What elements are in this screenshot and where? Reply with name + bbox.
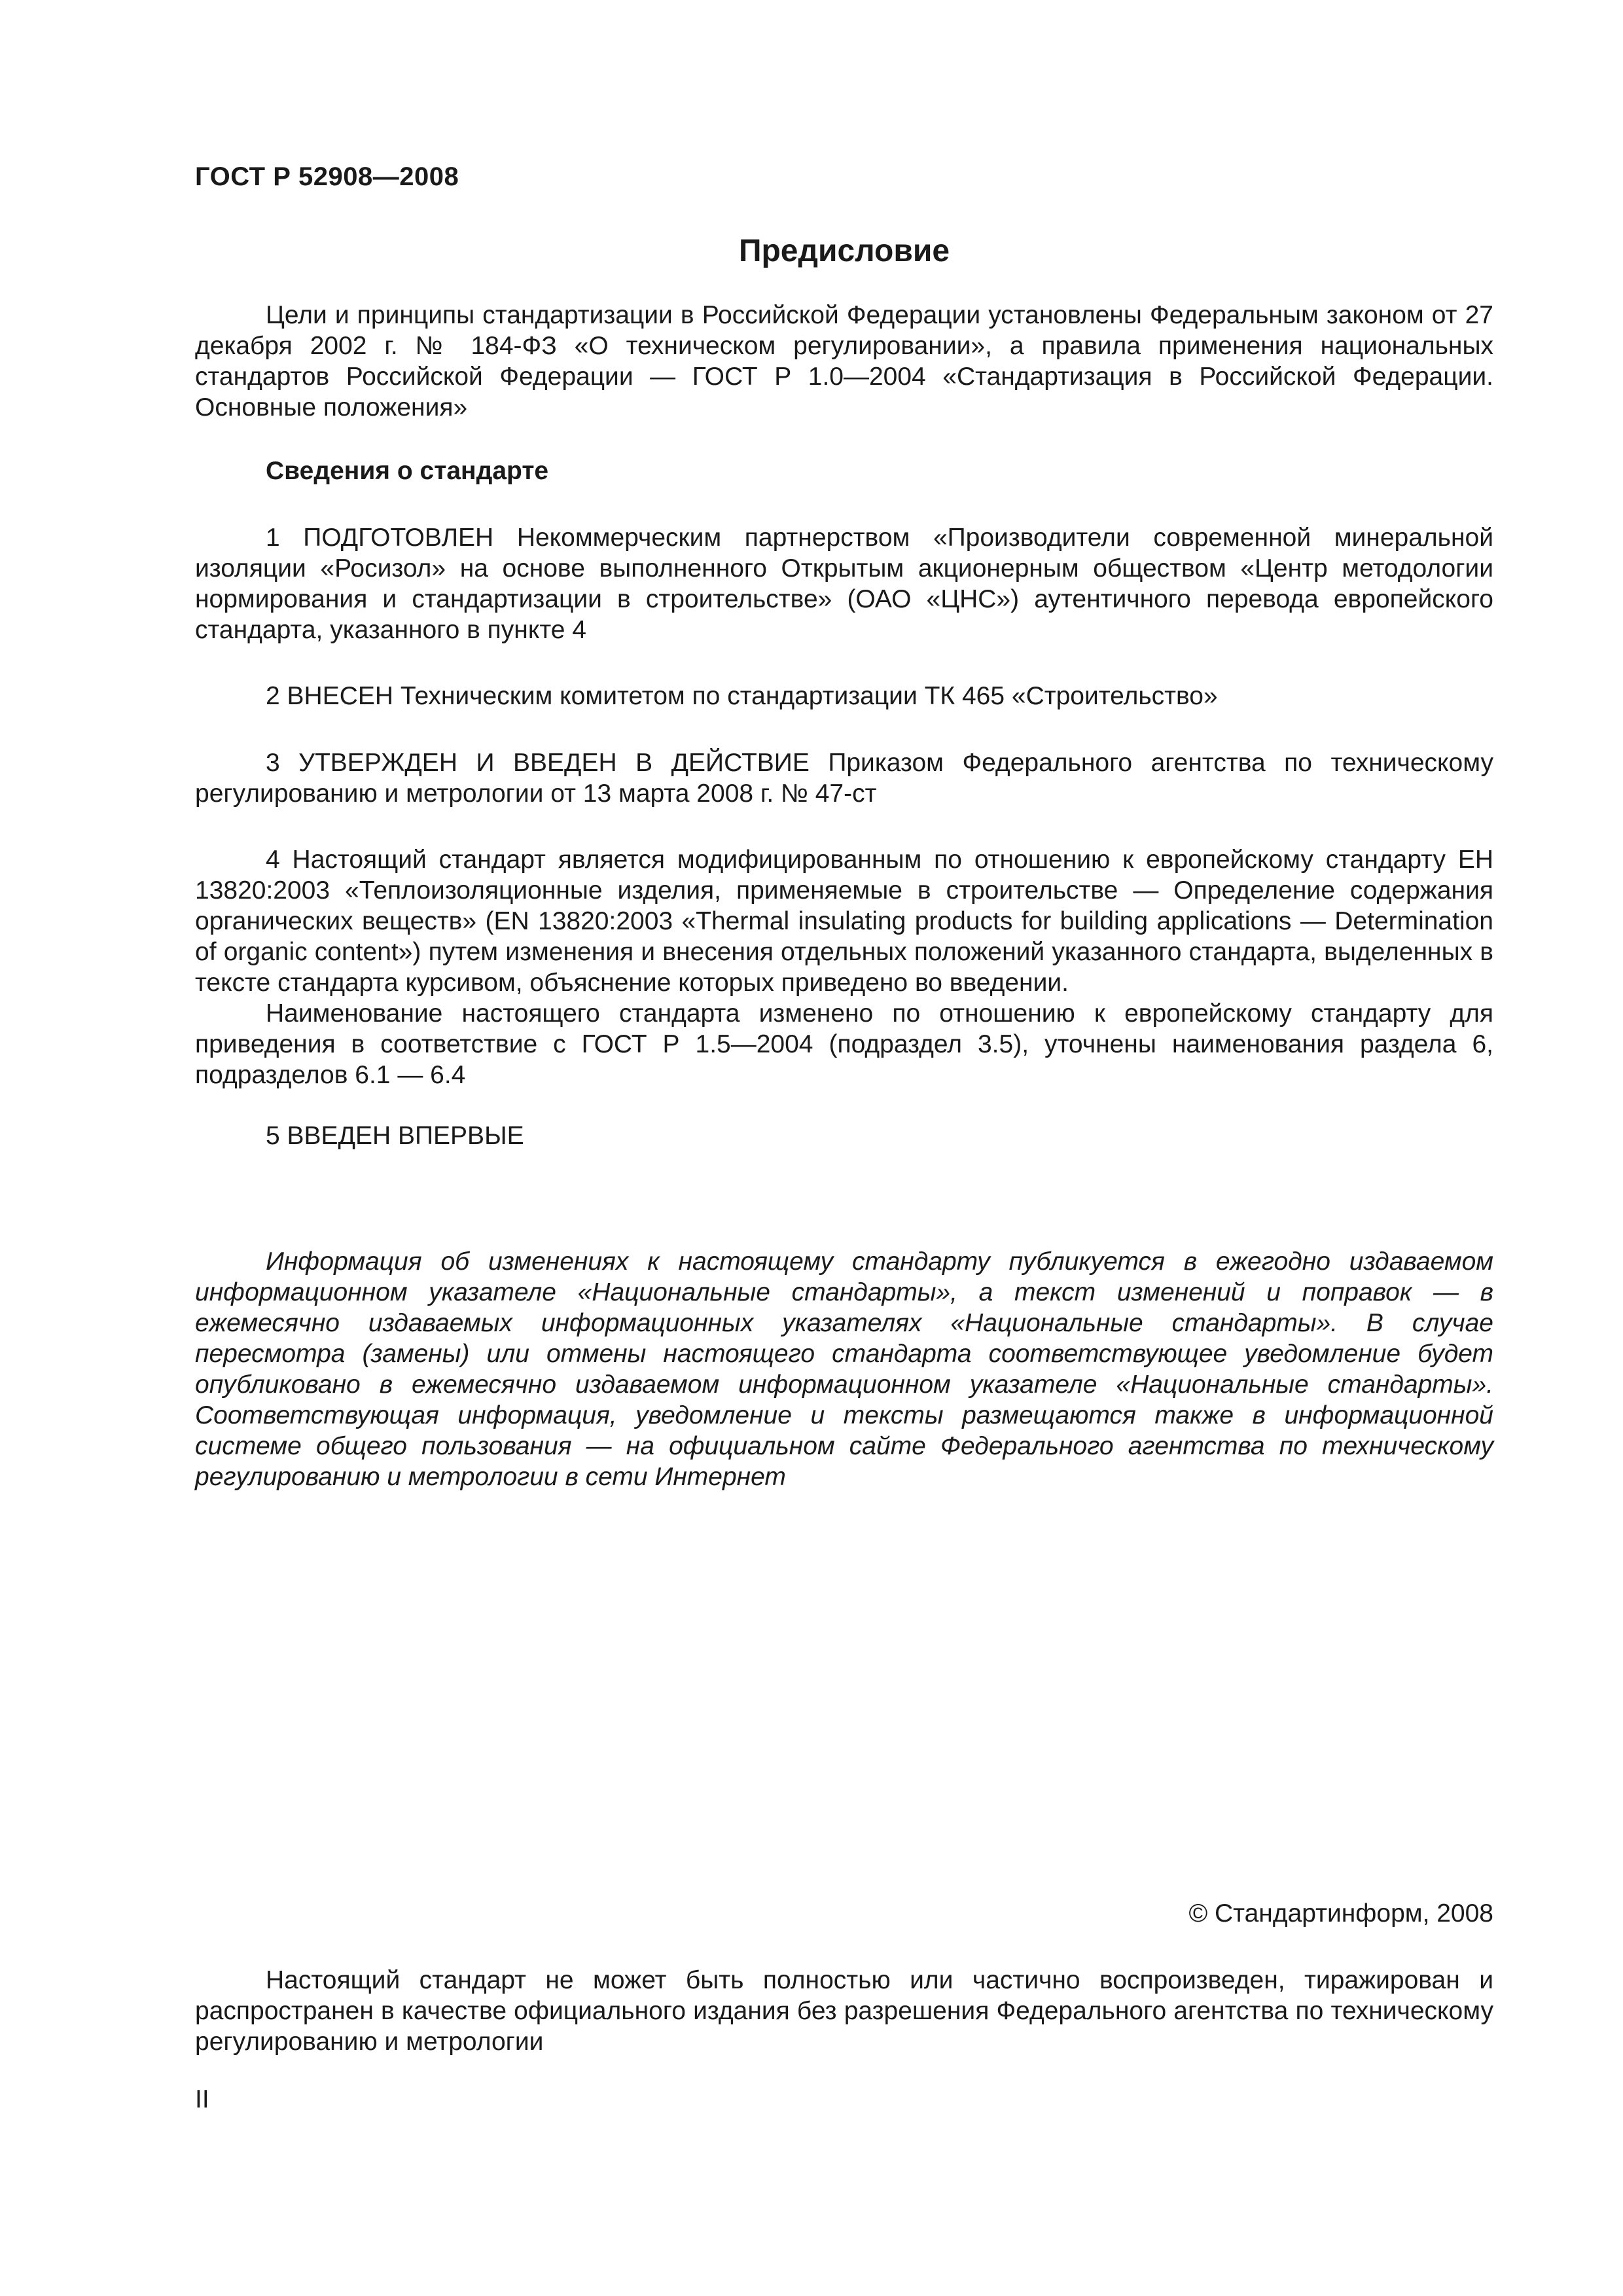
page-title: Предисловие — [738, 234, 950, 268]
item-2-submitted: 2 ВНЕСЕН Техническим комитетом по стандартизации ТК 465 «Строительство» — [266, 682, 1218, 710]
item-4-modified: 4 Настоящий стандарт является модифицированным по отношению к европейскому стандарту ЕН 13820:2003 «Теплоизоляционные изделия, применяемые в строительстве — Определение содержания органических веществ» (EN 13820:2003 «Thermal insulating products for building applications — Determination of organic content») путем изменения и внесения отдельных положений указанного стандарта, выделенных в тексте стандарта курсивом, объяснение которых приведено во введении. — [195, 846, 1493, 997]
intro-paragraph: Цели и принципы стандартизации в Российской Федерации установлены Федеральным законом от 27 декабря 2002 г. № 184-ФЗ «О техническом регулировании», а правила применения национальных стандартов Российской Федерации — ГОСТ Р 1.0—2004 «Стандартизация в Российской Федерации. Основные положения» — [195, 301, 1493, 422]
section-heading: Сведения о стандарте — [266, 457, 549, 485]
item-5-first-introduced: 5 ВВЕДЕН ВПЕРВЫЕ — [266, 1122, 524, 1150]
item-4-title-change: Наименование настоящего стандарта изменено по отношению к европейскому стандарту для приведения в соответствие с ГОСТ Р 1.5—2004 (подраздел 3.5), уточнены наименования раздела 6, подразделов 6.1 — 6.4 — [195, 999, 1493, 1089]
document-code: ГОСТ Р 52908—2008 — [195, 162, 459, 191]
reproduction-notice: Настоящий стандарт не может быть полностью или частично воспроизведен, тиражирован и распространен в качестве официального издания без разрешения Федерального агентства по техническому регулированию и метрологии — [195, 1966, 1493, 2056]
item-3-approved: 3 УТВЕРЖДЕН И ВВЕДЕН В ДЕЙСТВИЕ Приказом Федерального агентства по техническому регулированию и метрологии от 13 марта 2008 г. № 47-ст — [195, 749, 1493, 808]
item-1-prepared: 1 ПОДГОТОВЛЕН Некоммерческим партнерством «Производители современной минеральной изоляции «Росизол» на основе выполненного Открытым акционерным обществом «Центр методологии нормирования и стандартизации в строительстве» (ОАО «ЦНС») аутентичного перевода европейского стандарта, указанного в пункте 4 — [195, 524, 1493, 644]
changes-notice: Информация об изменениях к настоящему стандарту публикуется в ежегодно издаваемом информационном указателе «Национальные стандарты», а текст изменений и поправок — в ежемесячно издаваемых информационных указателях «Национальные стандарты». В случае пересмотра (замены) или отмены настоящего стандарта соответствующее уведомление будет опубликовано в ежемесячно издаваемом информационном указателе «Национальные стандарты». Соответствующая информация, уведомление и тексты размещаются также в информационной системе общего пользования — на официальном сайте Федерального агентства по техническому регулированию и метрологии в сети Интернет — [195, 1247, 1493, 1491]
page-number: II — [195, 2085, 209, 2113]
copyright-line: © Стандартинформ, 2008 — [1188, 1899, 1493, 1928]
document-page — [195, 0, 1493, 2296]
